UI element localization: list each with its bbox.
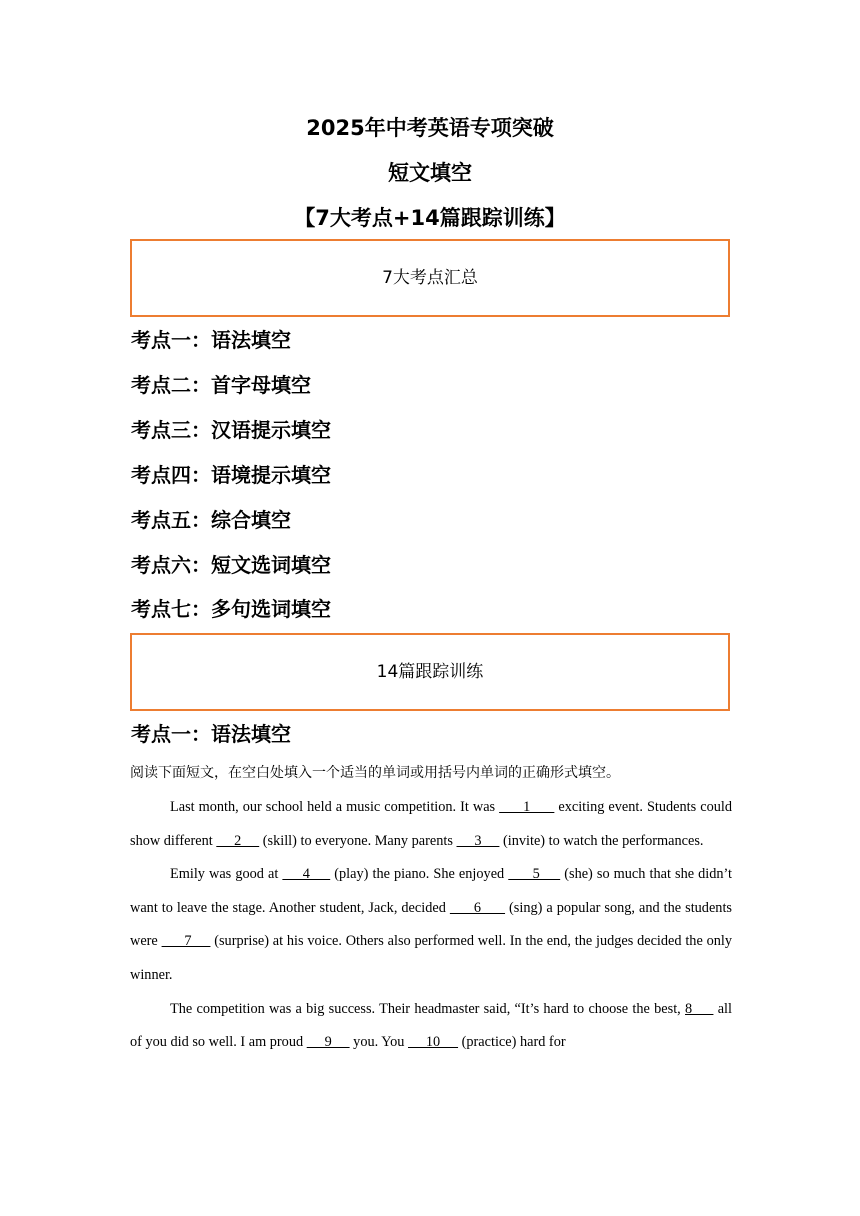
- blank-3[interactable]: 3: [456, 832, 500, 849]
- blank-10[interactable]: 10: [408, 1034, 459, 1051]
- topic-7: 考点七：多句选词填空: [131, 597, 331, 621]
- blank-5[interactable]: 5: [508, 866, 561, 883]
- document-subtitle: 短文填空: [388, 161, 472, 185]
- blank-1[interactable]: 1: [499, 799, 555, 815]
- topic-3: 考点三：汉语提示填空: [131, 418, 331, 442]
- topic-6: 考点六：短文选词填空: [131, 553, 331, 577]
- training-box: [130, 633, 730, 711]
- document-title: 2025年中考英语专项突破: [306, 116, 554, 140]
- topic-4: 考点四：语境提示填空: [131, 463, 331, 487]
- topic-1: 考点一：语法填空: [131, 328, 291, 352]
- paragraph-2: Emily was good at 4 (play) the piano. She enjoyed 5 (she) so much that she didn’t want to leave the stage. Another student, Jack, decided 6 (sing) a popular song, and the students were 7 (surprise) at his voice. Others also performed well. In the end, the judges decided the only winner.: [130, 866, 733, 983]
- blank-9[interactable]: 9: [306, 1034, 350, 1051]
- training-box-label: 14篇跟踪训练: [376, 662, 484, 682]
- blank-2[interactable]: 2: [216, 832, 260, 849]
- passage: [130, 791, 732, 1060]
- blank-4[interactable]: 4: [282, 866, 331, 883]
- summary-box-label: 7大考点汇总: [382, 268, 478, 288]
- paragraph-1: Last month, our school held a music competition. It was 1 exciting event. Students could show different 2 (skill) to everyone. Many parents 3 (invite) to watch the performances.: [130, 799, 732, 849]
- summary-box: [130, 239, 730, 317]
- topic-2: 考点二：首字母填空: [131, 373, 311, 397]
- blank-8[interactable]: 8: [685, 1000, 714, 1017]
- instruction-text: 阅读下面短文，在空白处填入一个适当的单词或用括号内单词的正确形式填空。: [130, 765, 620, 781]
- paragraph-3: The competition was a big success. Their headmaster said, “It’s hard to choose the best, 8 all of you did so well. I am proud 9 you. You 10 (practice) hard for: [130, 1000, 732, 1051]
- topic-5: 考点五：综合填空: [131, 508, 291, 532]
- document-tagline: 【7大考点+14篇跟踪训练】: [294, 206, 566, 230]
- blank-6[interactable]: 6: [449, 899, 506, 916]
- blank-7[interactable]: 7: [161, 933, 211, 950]
- section-heading: 考点一：语法填空: [131, 722, 291, 746]
